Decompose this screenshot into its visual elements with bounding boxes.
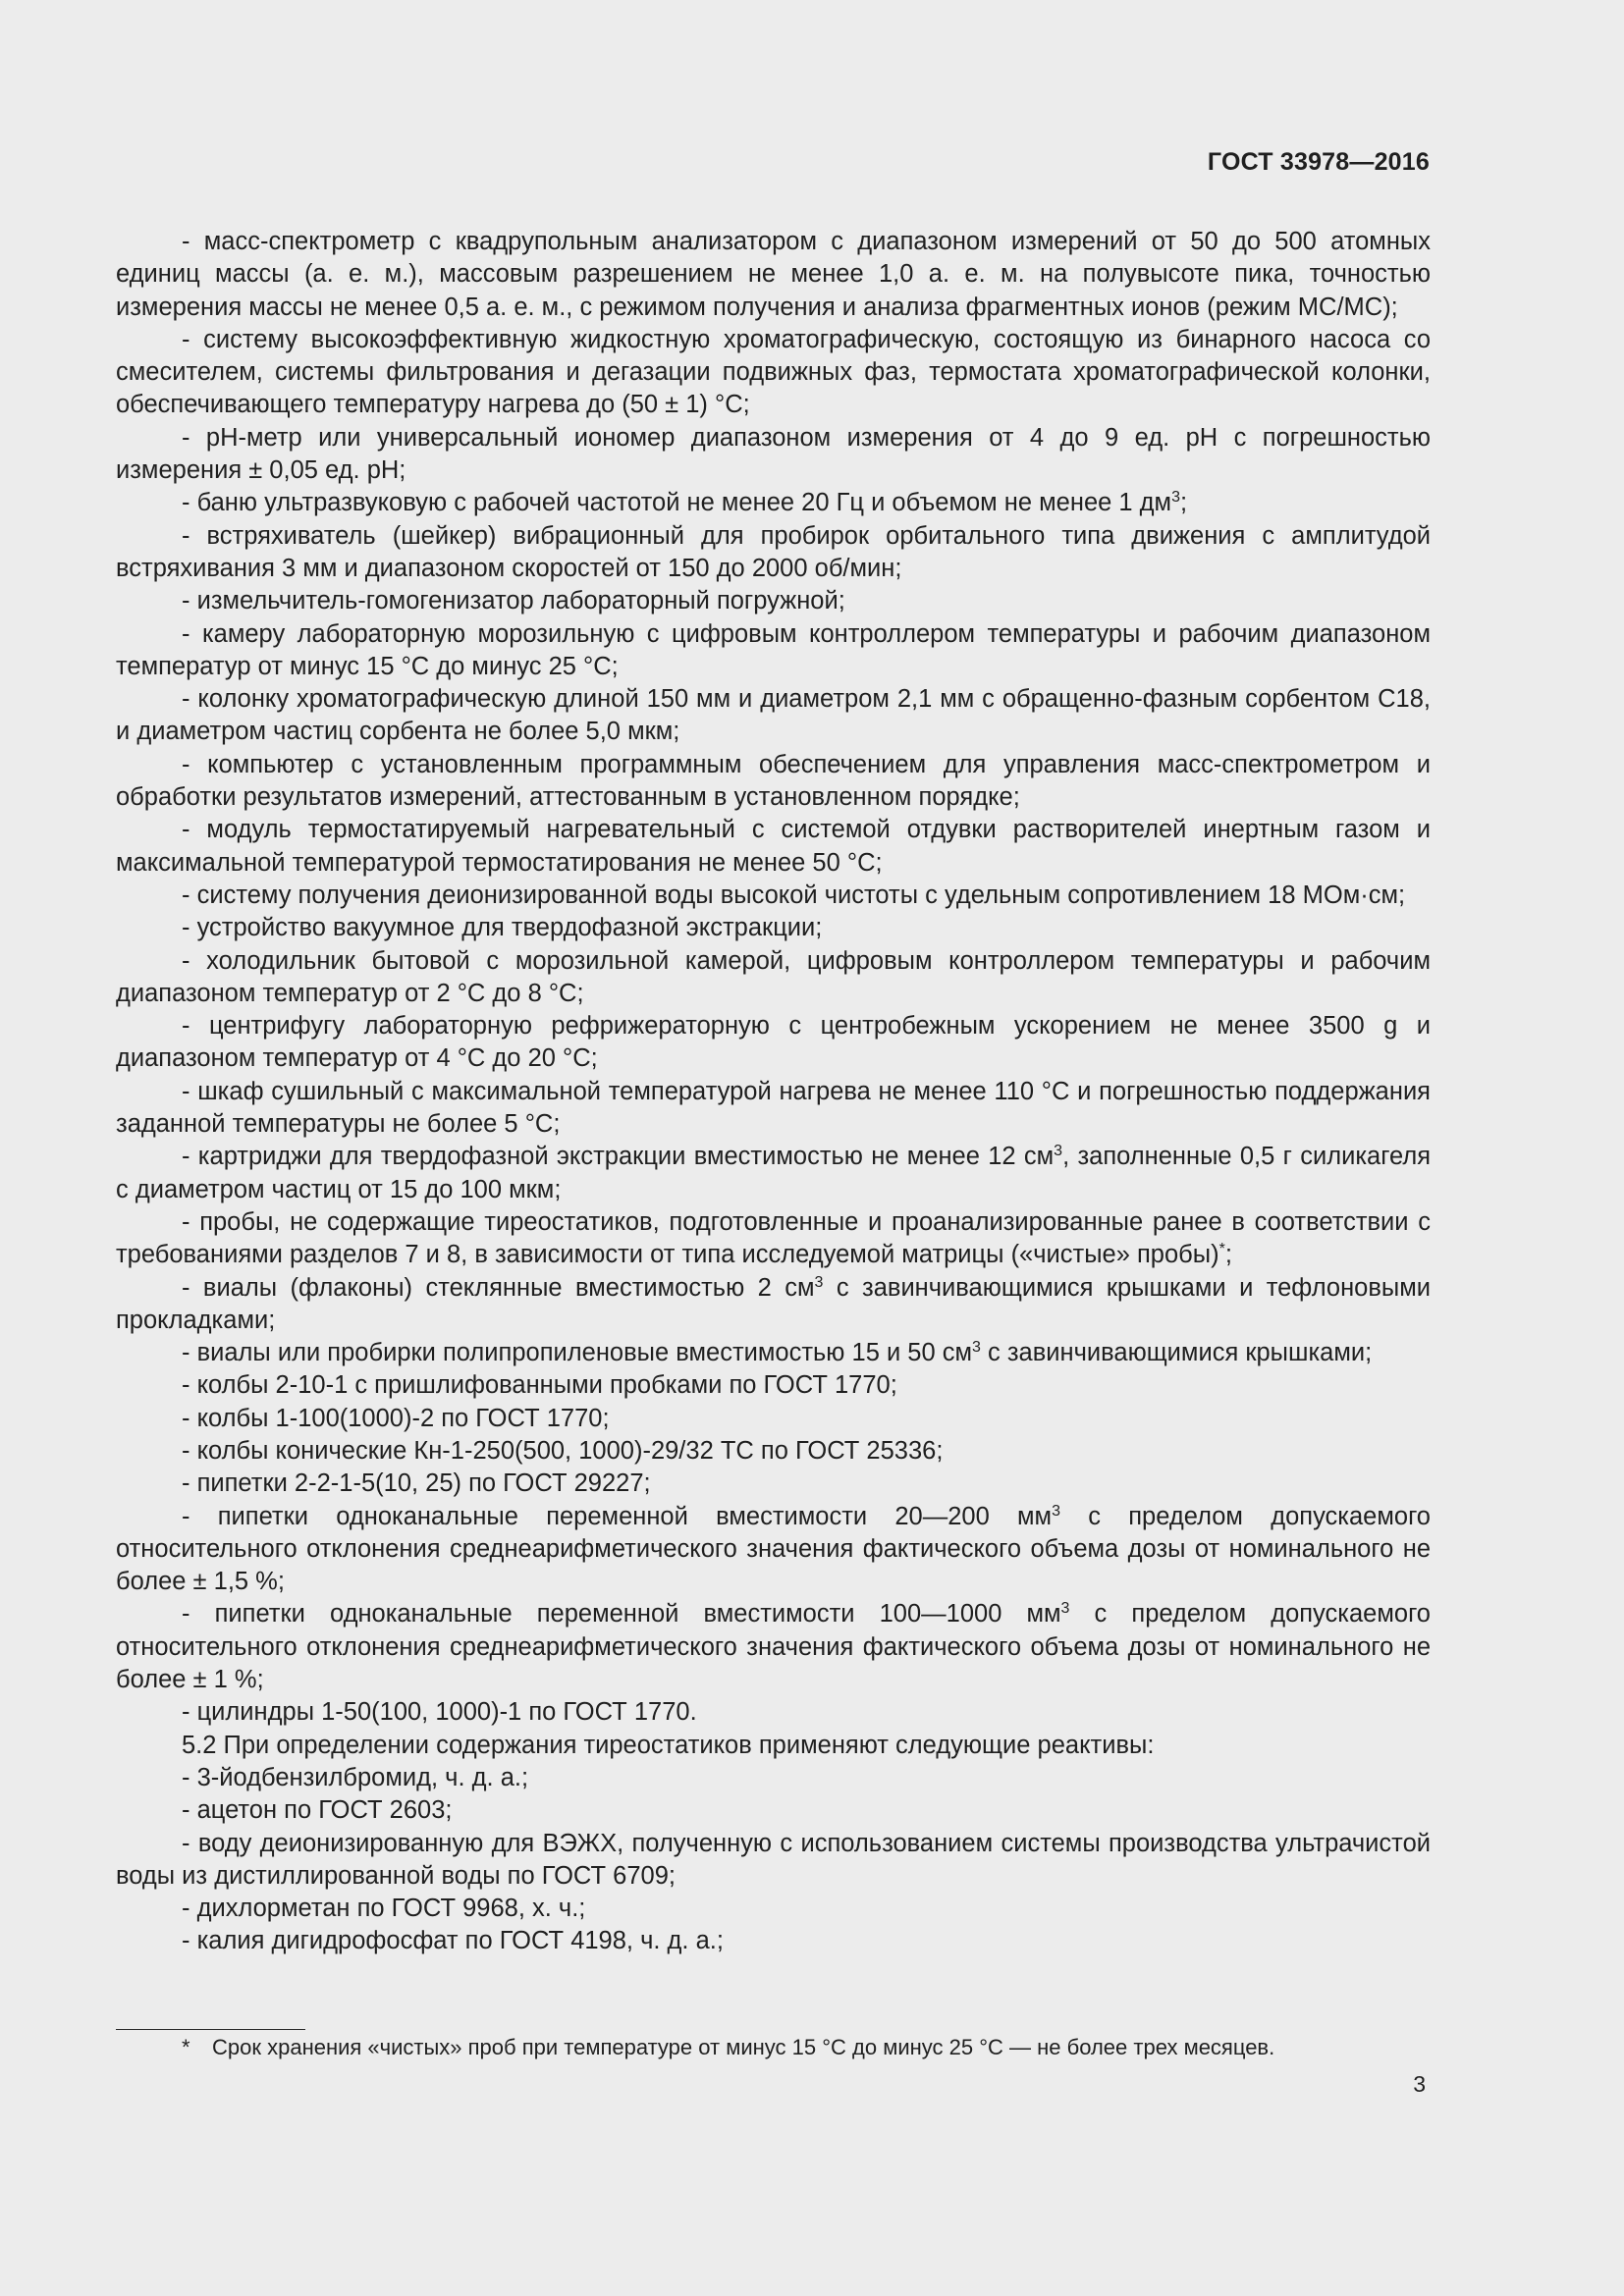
list-item — [116, 1272, 1431, 1338]
list-item — [116, 749, 1431, 815]
list-item-text: - пипетки одноканальные переменной вместимости 100—1000 мм — [182, 1600, 1061, 1629]
superscript: 3 — [1171, 489, 1180, 507]
list-item-text: - виалы или пробирки полипропиленовые вместимостью 15 и 50 см — [182, 1339, 973, 1367]
list-item-text: - компьютер с установленным программным обеспечением для управления масс-спектрометром и обработки результатов измерений, аттестованным в установленном порядке; — [116, 750, 1431, 812]
list-item-text: - калия дигидрофосфат по ГОСТ 4198, ч. д. а.; — [182, 1927, 724, 1955]
list-item — [116, 1076, 1431, 1142]
list-item — [116, 1730, 1431, 1762]
body-text — [116, 226, 1431, 1958]
list-item-text: - камеру лабораторную морозильную с цифровым контроллером температуры и рабочим диапазоном температур от минус 15 °С до минус 25 °С; — [116, 619, 1431, 680]
list-item — [116, 1598, 1431, 1696]
list-item-text: - центрифугу лабораторную рефрижераторную с центробежным ускорением не менее 3500 g и диапазоном температур от 4 °С до 20 °С; — [116, 1012, 1431, 1073]
list-item — [116, 1141, 1431, 1206]
list-item-text: - холодильник бытовой с морозильной камерой, цифровым контроллером температуры и рабочим диапазоном температур от 2 °С до 8 °С; — [116, 946, 1431, 1007]
list-item — [116, 585, 1431, 617]
footnote — [182, 2034, 1431, 2061]
page-number: 3 — [1413, 2071, 1426, 2097]
list-item-text: - рН-метр или универсальный иономер диапазоном измерения от 4 до 9 ед. рН с погрешностью измерения ± 0,05 ед. рН; — [116, 423, 1431, 485]
list-item-text: - пробы, не содержащие тиреостатиков, подготовленные и проанализированные ранее в соответствии с требованиями разделов 7 и 8, в зависимости от типа исследуемой матрицы («чистые» пробы) — [116, 1207, 1431, 1269]
list-item — [116, 1828, 1431, 1894]
list-item — [116, 1435, 1431, 1468]
superscript: * — [1218, 1241, 1225, 1258]
list-item — [116, 945, 1431, 1011]
list-item — [116, 1369, 1431, 1402]
list-item-text: - пипетки 2-2-1-5(10, 25) по ГОСТ 29227; — [182, 1469, 651, 1498]
list-item-text: - колбы конические Кн-1-250(500, 1000)-29/32 ТС по ГОСТ 25336; — [182, 1436, 944, 1465]
list-item-text: - колбы 1-100(1000)-2 по ГОСТ 1770; — [182, 1404, 610, 1432]
list-item-text-tail: ; — [1179, 489, 1188, 517]
list-item — [116, 1206, 1431, 1272]
list-item — [116, 880, 1431, 912]
list-item — [116, 1010, 1431, 1076]
list-item-text-tail: ; — [1224, 1241, 1232, 1269]
superscript: 3 — [1060, 1600, 1070, 1618]
list-item-text: - устройство вакуумное для твердофазной экстракции; — [182, 914, 823, 942]
list-item — [116, 618, 1431, 684]
list-item-text: - дихлорметан по ГОСТ 9968, х. ч.; — [182, 1895, 586, 1923]
list-item-text-tail: с пределом допускаемого относительного отклонения среднеарифметического значения фактического объема дозы от номинального не более ± 1 %; — [116, 1600, 1431, 1694]
list-item — [116, 1794, 1431, 1827]
list-item-text: - 3-йодбензилбромид, ч. д. а.; — [182, 1763, 529, 1791]
list-item-text-tail: с завинчивающимися крышками и тефлоновыми прокладками; — [116, 1273, 1431, 1334]
list-item-text-tail: с пределом допускаемого относительного отклонения среднеарифметического значения фактического объема дозы от номинального не более ± 1,5 %; — [116, 1502, 1431, 1596]
list-item — [116, 1762, 1431, 1794]
list-item-text: - измельчитель-гомогенизатор лабораторный погружной; — [182, 587, 845, 615]
list-item — [116, 1501, 1431, 1599]
list-item — [116, 1468, 1431, 1500]
list-item — [116, 1696, 1431, 1729]
document-header: ГОСТ 33978—2016 — [1207, 148, 1430, 176]
list-item — [116, 520, 1431, 586]
list-item — [116, 1925, 1431, 1957]
list-item-text: - шкаф сушильный с максимальной температурой нагрева не менее 110 °С и погрешностью поддержания заданной температуры не более 5 °С; — [116, 1077, 1431, 1139]
list-item-text: - виалы (флаконы) стеклянные вместимостью 2 см — [182, 1273, 815, 1302]
footnote-mark: * — [182, 2035, 190, 2059]
list-item-text: - систему высокоэффективную жидкостную хроматографическую, состоящую из бинарного насоса со смесителем, системы фильтрования и дегазации подвижных фаз, термостата хроматографической колонки, обеспечивающего температуру нагрева до (50 ± 1) °С; — [116, 325, 1431, 419]
list-item-text: - воду деионизированную для ВЭЖХ, полученную с использованием системы производства ультрачистой воды из дистиллированной воды по ГОСТ 6709; — [116, 1829, 1431, 1890]
list-item-text: - встряхиватель (шейкер) вибрационный для пробирок орбитального типа движения с амплитудой встряхивания 3 мм и диапазоном скоростей от 150 до 2000 об/мин; — [116, 521, 1431, 582]
list-item — [116, 1403, 1431, 1435]
list-item-text: - модуль термостатируемый нагревательный с системой отдувки растворителей инертным газом и максимальной температурой термостатирования не менее 50 °С; — [116, 816, 1431, 877]
list-item-text-tail: , заполненные 0,5 г силикагеля с диаметром частиц от 15 до 100 мкм; — [116, 1143, 1432, 1203]
list-item-text-tail: с завинчивающимися крышками; — [980, 1339, 1373, 1367]
list-item-text: - масс-спектрометр с квадрупольным анализатором с диапазоном измерений от 50 до 500 атомных единиц массы (а. е. м.), массовым разрешением не менее 1,0 а. е. м. на полувысоте пика, точностью измерения массы не менее 0,5 а. е. м., с режимом получения и анализа фрагментных ионов (режим МС/МС); — [116, 228, 1431, 321]
list-item — [116, 1337, 1431, 1369]
list-item-text: 5.2 При определении содержания тиреостатиков применяют следующие реактивы: — [182, 1731, 1155, 1759]
list-item-text: - ацетон по ГОСТ 2603; — [182, 1796, 453, 1825]
superscript: 3 — [972, 1339, 981, 1357]
list-item-text: - колбы 2-10-1 с пришлифованными пробками по ГОСТ 1770; — [182, 1371, 897, 1400]
list-item — [116, 1893, 1431, 1925]
list-item — [116, 814, 1431, 880]
list-item — [116, 683, 1431, 749]
footnote-text: Срок хранения «чистых» проб при температуре от минус 15 °С до минус 25 °С — не более трех месяцев. — [212, 2035, 1275, 2059]
list-item — [116, 912, 1431, 944]
list-item — [116, 422, 1431, 488]
list-item-text: - цилиндры 1-50(100, 1000)-1 по ГОСТ 1770. — [182, 1698, 697, 1727]
list-item-text: - баню ультразвуковую с рабочей частотой не менее 20 Гц и объемом не менее 1 дм — [182, 489, 1172, 517]
superscript: 3 — [1054, 1143, 1063, 1160]
footnote-separator — [116, 2029, 305, 2030]
superscript: 3 — [814, 1273, 824, 1291]
list-item — [116, 324, 1431, 422]
list-item-text: - пипетки одноканальные переменной вместимости 20—200 мм — [182, 1502, 1053, 1530]
list-item — [116, 226, 1431, 324]
list-item-text: - систему получения деионизированной воды высокой чистоты с удельным сопротивлением 18 МОм·см; — [182, 881, 1406, 909]
list-item — [116, 487, 1431, 519]
list-item-text: - картриджи для твердофазной экстракции вместимостью не менее 12 см — [182, 1143, 1055, 1171]
superscript: 3 — [1052, 1502, 1060, 1520]
list-item-text: - колонку хроматографическую длиной 150 мм и диаметром 2,1 мм с обращенно-фазным сорбентом С18, и диаметром частиц сорбента не более 5,0 мкм; — [116, 685, 1431, 746]
